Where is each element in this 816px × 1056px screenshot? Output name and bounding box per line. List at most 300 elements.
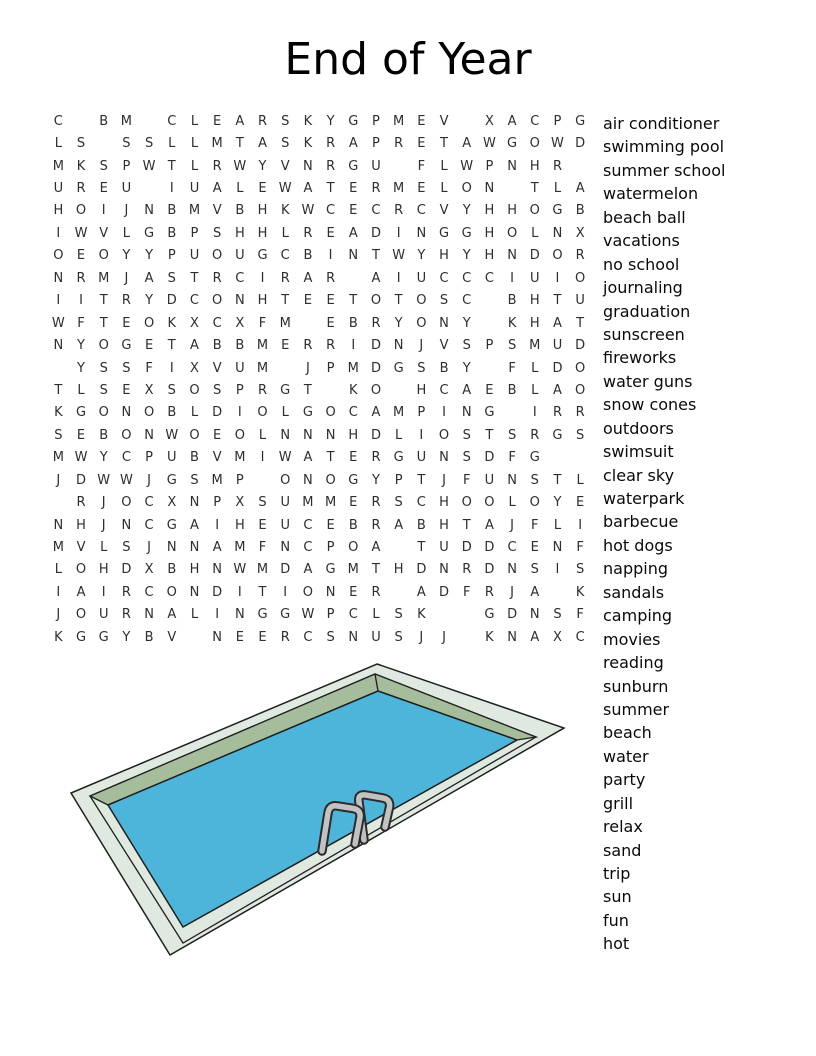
grid-cell: S	[213, 382, 222, 398]
grid-cell: Y	[462, 248, 471, 264]
grid-cell: P	[417, 405, 426, 421]
grid-cell: R	[326, 270, 336, 286]
grid-cell: U	[280, 495, 290, 511]
grid-cell: C	[439, 382, 449, 398]
grid-cell: P	[394, 472, 403, 488]
grid-cell: D	[552, 360, 563, 376]
grid-cell: W	[233, 562, 247, 578]
grid-cell	[569, 447, 592, 469]
word-list-item: summer	[603, 699, 670, 719]
grid-cell: R	[326, 136, 336, 152]
grid-cell: J	[56, 472, 61, 488]
grid-cell: T	[281, 293, 290, 309]
grid-cell: W	[165, 427, 179, 443]
grid-cell: H	[529, 158, 540, 174]
grid-cell: P	[235, 382, 244, 398]
grid-cell: F	[508, 360, 516, 376]
grid-cell: A	[212, 540, 222, 556]
grid-cell: C	[348, 405, 358, 421]
grid-cell: X	[553, 629, 562, 645]
grid-cell: U	[235, 360, 245, 376]
grid-cell: E	[349, 584, 358, 600]
grid-cell: D	[280, 562, 291, 578]
grid-cell: R	[121, 607, 131, 623]
word-list-item: water	[603, 746, 649, 766]
grid-cell: N	[121, 517, 132, 533]
grid-cell: P	[122, 158, 131, 174]
grid-cell: F	[417, 158, 426, 174]
grid-cell: L	[190, 405, 199, 421]
grid-cell: O	[370, 293, 382, 309]
grid-cell: S	[439, 293, 449, 309]
grid-cell: W	[460, 158, 474, 174]
word-list-item: water guns	[603, 371, 693, 391]
grid-cell: K	[303, 136, 313, 152]
grid-cell: H	[416, 382, 427, 398]
grid-cell: D	[484, 540, 495, 556]
grid-cell: V	[280, 158, 290, 174]
grid-cell: C	[280, 248, 290, 264]
grid-cell: Y	[258, 158, 267, 174]
grid-cell: N	[234, 293, 245, 309]
grid-cell: A	[303, 270, 313, 286]
grid-cell: S	[122, 360, 131, 376]
grid-cell: Y	[122, 629, 131, 645]
grid-cell: T	[326, 181, 335, 197]
grid-cell: S	[576, 562, 585, 578]
grid-cell	[342, 267, 365, 289]
grid-cell: A	[235, 113, 245, 129]
grid-cell: S	[417, 360, 426, 376]
grid-cell: D	[370, 360, 381, 376]
grid-cell: O	[348, 540, 359, 556]
grid-cell: O	[302, 584, 314, 600]
grid-cell: S	[394, 607, 403, 623]
grid-cell: R	[121, 293, 131, 309]
grid-cell: L	[100, 540, 108, 556]
grid-cell: E	[235, 629, 244, 645]
word-list-item: party	[603, 770, 646, 790]
grid-cell: D	[439, 584, 450, 600]
grid-cell: A	[167, 607, 177, 623]
grid-cell: N	[507, 248, 517, 264]
grid-cell: W	[74, 450, 88, 466]
grid-cell: I	[101, 203, 106, 219]
grid-cell: I	[396, 270, 401, 286]
grid-cell: S	[530, 472, 539, 488]
grid-cell: W	[551, 136, 564, 152]
grid-cell: P	[553, 113, 562, 129]
grid-cell: E	[122, 315, 131, 331]
grid-cell: X	[167, 495, 177, 511]
grid-cell	[546, 581, 569, 603]
grid-cell: O	[529, 203, 540, 219]
grid-cell: O	[529, 136, 540, 152]
grid-cell: N	[348, 629, 359, 645]
grid-cell: N	[552, 540, 563, 556]
grid-cell: B	[303, 248, 313, 264]
grid-cell: O	[121, 495, 132, 511]
word-list-item: fireworks	[603, 348, 677, 368]
grid-cell: C	[303, 629, 313, 645]
grid-cell: W	[142, 158, 156, 174]
grid-cell: G	[552, 203, 563, 219]
grid-cell: S	[507, 338, 517, 354]
word-list-item: sunscreen	[603, 324, 685, 344]
word-list-item: napping	[603, 559, 668, 579]
grid-cell: L	[372, 607, 380, 623]
grid-cell: B	[507, 293, 517, 309]
grid-cell: C	[326, 203, 336, 219]
grid-cell: R	[484, 584, 494, 600]
grid-cell: R	[280, 270, 290, 286]
grid-cell	[546, 447, 569, 469]
grid-cell: H	[529, 315, 540, 331]
grid-cell: U	[371, 629, 381, 645]
grid-cell: H	[484, 248, 495, 264]
grid-cell: F	[462, 584, 471, 600]
grid-cell: R	[371, 517, 381, 533]
grid-cell: N	[53, 517, 64, 533]
grid-cell: L	[190, 607, 199, 623]
grid-cell: G	[507, 136, 518, 152]
grid-cell: I	[351, 338, 356, 354]
grid-cell: M	[324, 495, 337, 511]
word-list-item: air conditioner	[603, 114, 720, 133]
grid-cell: E	[349, 495, 358, 511]
grid-cell: K	[54, 629, 63, 645]
grid-cell: Y	[462, 360, 471, 376]
grid-cell: C	[530, 113, 540, 129]
grid-cell: U	[167, 450, 177, 466]
grid-cell: E	[576, 495, 585, 511]
grid-cell: L	[395, 427, 403, 443]
grid-cell: I	[578, 517, 583, 533]
grid-cell: T	[485, 427, 494, 443]
grid-cell: M	[393, 405, 405, 421]
grid-cell: M	[393, 113, 405, 129]
grid-cell	[138, 110, 161, 132]
grid-cell	[387, 155, 410, 177]
grid-cell: M	[529, 338, 541, 354]
grid-cell: G	[75, 405, 87, 421]
grid-cell: P	[326, 360, 335, 376]
grid-cell: P	[213, 495, 222, 511]
grid-cell: A	[394, 517, 404, 533]
grid-cell: O	[325, 472, 336, 488]
grid-cell: R	[303, 338, 313, 354]
grid-cell: A	[462, 382, 472, 398]
grid-cell: F	[508, 450, 516, 466]
word-list-item: movies	[603, 629, 661, 649]
grid-cell: V	[439, 113, 449, 129]
grid-cell: H	[393, 562, 404, 578]
grid-cell: C	[144, 495, 154, 511]
grid-cell: F	[531, 517, 539, 533]
grid-cell: G	[98, 629, 109, 645]
grid-cell: S	[122, 540, 131, 556]
grid-cell: U	[530, 270, 540, 286]
word-list-item: trip	[603, 864, 631, 883]
grid-cell: N	[348, 248, 359, 264]
grid-cell: A	[144, 270, 154, 286]
grid-cell: E	[417, 136, 426, 152]
grid-cell: M	[120, 113, 133, 129]
grid-cell: E	[303, 293, 313, 309]
grid-cell: L	[236, 181, 244, 197]
grid-cell: G	[166, 472, 177, 488]
pool-water	[108, 691, 517, 927]
grid-cell: M	[211, 472, 223, 488]
grid-cell: D	[212, 584, 223, 600]
grid-cell: V	[99, 225, 109, 241]
grid-cell: T	[576, 315, 585, 331]
grid-cell: F	[576, 607, 584, 623]
grid-cell: N	[303, 472, 313, 488]
grid-cell: I	[396, 225, 401, 241]
grid-cell: P	[485, 338, 494, 354]
grid-cell: V	[439, 338, 449, 354]
grid-cell: B	[190, 450, 199, 466]
grid-cell: T	[235, 136, 244, 152]
grid-cell: D	[461, 540, 472, 556]
grid-cell	[478, 312, 501, 334]
grid-cell: C	[439, 270, 449, 286]
grid-cell: V	[212, 450, 222, 466]
grid-cell: K	[76, 158, 86, 174]
grid-cell: G	[257, 607, 268, 623]
grid-cell: O	[189, 382, 200, 398]
grid-cell: O	[257, 405, 268, 421]
grid-cell: K	[303, 113, 313, 129]
word-list-item: grill	[603, 793, 634, 813]
grid-cell: J	[442, 472, 446, 488]
grid-cell: N	[53, 270, 64, 286]
grid-cell: U	[439, 540, 449, 556]
grid-cell: Y	[553, 495, 562, 511]
grid-cell: Y	[99, 450, 108, 466]
grid-cell: N	[484, 181, 495, 197]
grid-cell: M	[256, 562, 269, 578]
grid-cell: L	[281, 225, 289, 241]
grid-cell: B	[167, 203, 177, 219]
grid-cell: I	[169, 181, 174, 197]
grid-cell: H	[257, 293, 268, 309]
grid-cell: E	[326, 315, 335, 331]
grid-cell: F	[576, 540, 584, 556]
grid-cell: N	[507, 562, 517, 578]
grid-cell: N	[189, 540, 200, 556]
grid-cell: L	[122, 225, 131, 241]
grid-cell: W	[233, 158, 247, 174]
grid-cell: L	[531, 225, 539, 241]
grid-cell: L	[190, 113, 199, 129]
grid-cell: S	[326, 629, 335, 645]
grid-cell: A	[348, 225, 358, 241]
grid-cell: R	[371, 315, 381, 331]
grid-cell: O	[575, 270, 586, 286]
grid-cell: S	[54, 427, 63, 443]
grid-cell: M	[302, 495, 314, 511]
grid-cell: E	[76, 248, 86, 264]
grid-cell: O	[189, 427, 200, 443]
grid-cell: C	[462, 293, 472, 309]
word-list-item: camping	[603, 606, 673, 626]
grid-cell: A	[190, 338, 199, 354]
grid-cell: N	[280, 427, 291, 443]
grid-cell: J	[147, 540, 152, 556]
grid-cell: O	[98, 338, 109, 354]
grid-cell: N	[144, 607, 154, 623]
grid-cell: I	[237, 584, 242, 600]
grid-cell: L	[190, 158, 199, 174]
grid-cell: I	[169, 360, 174, 376]
grid-cell	[183, 626, 206, 648]
grid-cell: C	[212, 315, 222, 331]
grid-cell	[47, 491, 70, 513]
grid-cell	[92, 132, 115, 154]
grid-cell: Y	[145, 248, 154, 264]
grid-cell: S	[99, 382, 108, 398]
grid-cell: R	[121, 584, 131, 600]
grid-cell: N	[234, 607, 245, 623]
grid-cell: G	[257, 248, 268, 264]
grid-cell: N	[461, 405, 472, 421]
word-list-item: waterpark	[603, 489, 685, 508]
grid-cell: D	[76, 472, 87, 488]
grid-cell: O	[575, 382, 586, 398]
grid-cell	[138, 177, 161, 199]
grid-cell: P	[326, 540, 335, 556]
grid-cell: A	[190, 517, 199, 533]
grid-cell: C	[167, 113, 177, 129]
grid-cell: E	[349, 203, 358, 219]
grid-cell	[455, 604, 478, 626]
grid-cell: O	[438, 427, 450, 443]
grid-cell: M	[256, 360, 269, 376]
grid-cell: S	[507, 427, 517, 443]
grid-cell: O	[280, 472, 291, 488]
grid-cell: I	[101, 584, 106, 600]
grid-cell: P	[485, 158, 494, 174]
grid-cell: O	[484, 495, 495, 511]
grid-cell: I	[419, 427, 424, 443]
word-list-item: barbecue	[603, 512, 679, 532]
grid-cell: H	[439, 495, 449, 511]
grid-cell: H	[484, 203, 495, 219]
grid-cell	[251, 469, 274, 491]
grid-cell: E	[76, 427, 86, 443]
grid-cell: T	[190, 270, 199, 286]
grid-cell: R	[394, 203, 404, 219]
grid-cell: J	[101, 517, 106, 533]
grid-cell: S	[281, 136, 290, 152]
grid-cell: R	[371, 450, 381, 466]
swimming-pool-illustration	[57, 648, 579, 966]
word-list-item: journaling	[603, 278, 683, 298]
word-list-item: beach ball	[603, 207, 686, 227]
grid-cell: W	[74, 225, 88, 241]
grid-cell: M	[52, 158, 64, 174]
grid-cell: I	[328, 248, 333, 264]
grid-cell: R	[394, 136, 404, 152]
grid-cell: U	[235, 248, 245, 264]
grid-cell: N	[393, 338, 404, 354]
grid-cell: S	[462, 338, 471, 354]
grid-cell: D	[416, 562, 427, 578]
grid-cell: R	[76, 495, 86, 511]
grid-cell: T	[54, 382, 63, 398]
grid-cell: M	[52, 450, 64, 466]
word-list-item: swimming pool	[603, 137, 725, 157]
grid-cell: J	[419, 629, 424, 645]
grid-cell: C	[416, 203, 426, 219]
puzzle-title: End of Year	[284, 34, 532, 85]
grid-cell: S	[99, 158, 108, 174]
grid-cell: N	[416, 225, 427, 241]
grid-cell: L	[553, 181, 562, 197]
grid-cell: S	[462, 427, 471, 443]
grid-cell: T	[440, 136, 448, 152]
grid-cell: C	[484, 270, 494, 286]
grid-cell: T	[167, 158, 176, 174]
grid-cell: F	[77, 315, 85, 331]
grid-cell: T	[303, 382, 312, 398]
grid-cell: N	[189, 584, 200, 600]
grid-cell: A	[258, 136, 267, 152]
grid-cell: N	[303, 427, 313, 443]
grid-cell: A	[416, 584, 426, 600]
grid-cell: N	[439, 450, 449, 466]
grid-cell: M	[279, 315, 291, 331]
grid-cell: R	[575, 248, 585, 264]
grid-cell: N	[507, 629, 517, 645]
grid-cell: S	[190, 472, 199, 488]
grid-cell: N	[189, 495, 200, 511]
grid-cell: C	[53, 113, 63, 129]
grid-cell: M	[188, 203, 201, 219]
grid-cell: H	[439, 517, 449, 533]
grid-cell: X	[190, 315, 199, 331]
grid-cell: E	[99, 181, 108, 197]
grid-cell: T	[99, 315, 108, 331]
grid-cell: T	[167, 338, 176, 354]
grid-cell: A	[484, 517, 494, 533]
grid-cell: O	[212, 293, 223, 309]
grid-cell: V	[76, 540, 86, 556]
grid-cell: B	[439, 360, 449, 376]
grid-cell	[501, 177, 524, 199]
grid-cell: H	[98, 562, 109, 578]
grid-cell: T	[394, 293, 403, 309]
grid-cell	[433, 604, 456, 626]
grid-cell: E	[122, 382, 131, 398]
grid-cell: W	[51, 315, 65, 331]
grid-cell: E	[258, 517, 267, 533]
grid-cell: L	[54, 562, 62, 578]
grid-cell: R	[76, 181, 86, 197]
grid-cell	[478, 290, 501, 312]
grid-cell: E	[144, 338, 154, 354]
grid-cell: D	[575, 136, 586, 152]
grid-cell: Y	[326, 113, 335, 129]
grid-cell: N	[303, 158, 313, 174]
grid-cell: N	[166, 540, 177, 556]
grid-cell	[70, 110, 93, 132]
grid-cell: E	[326, 225, 335, 241]
grid-cell: O	[325, 405, 336, 421]
grid-cell: B	[212, 338, 222, 354]
